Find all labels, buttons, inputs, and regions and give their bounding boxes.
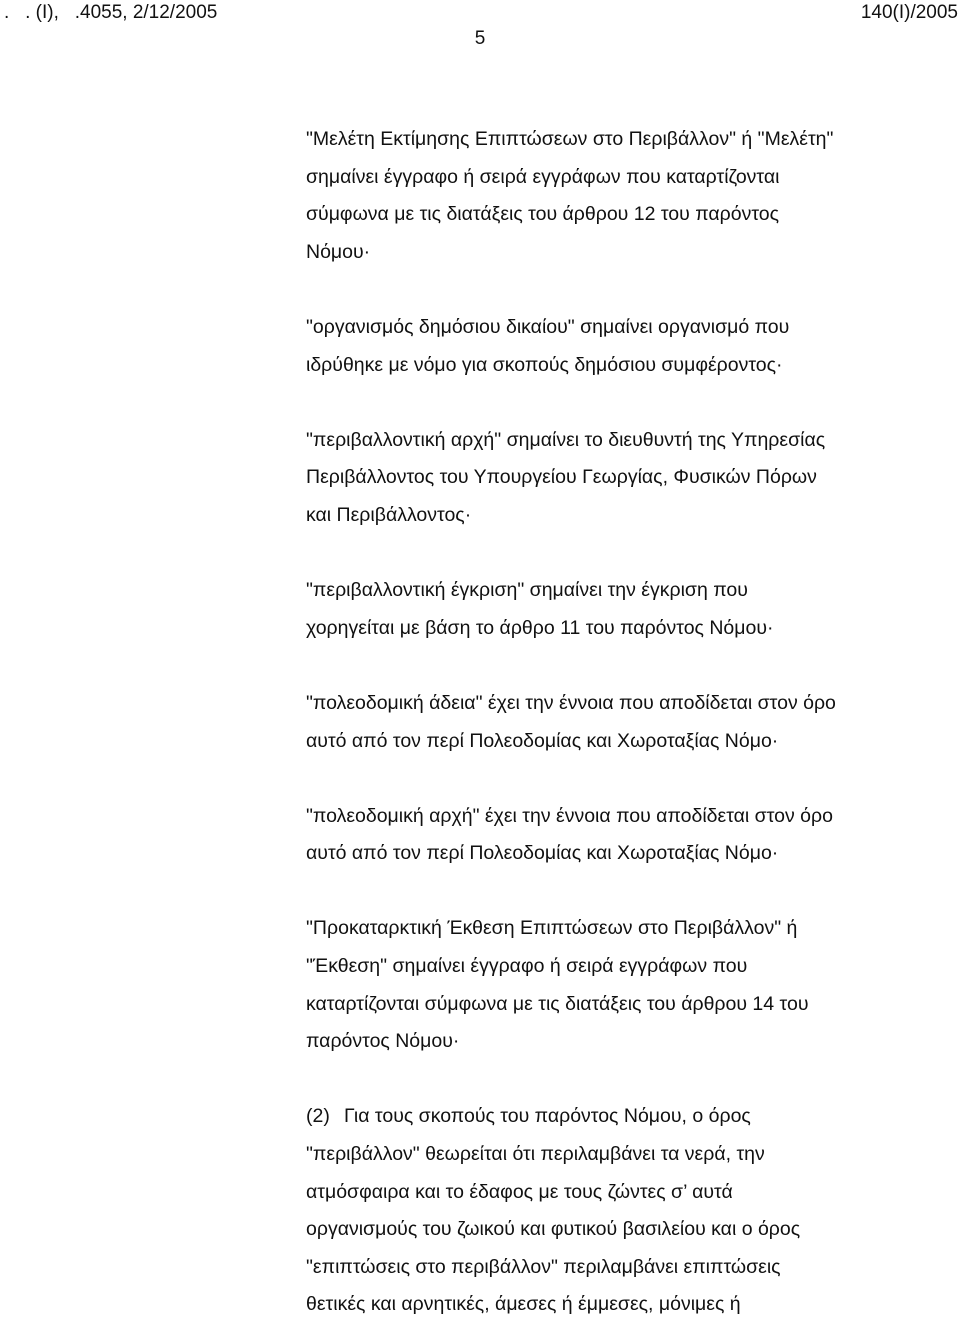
paragraph-gap (306, 873, 956, 911)
text-line: ιδρύθηκε με νόμο για σκοπούς δημόσιου συμφέροντος· (306, 353, 783, 376)
definition-public-law-body (306, 309, 956, 384)
definition-environmental-authority (306, 422, 956, 535)
text-line: σύμφωνα με τις διατάξεις του άρθρου 12 του παρόντος (306, 203, 780, 226)
text-line: αυτό από τον περί Πολεοδομίας και Χωροταξίας Νόμο· (306, 842, 779, 865)
document-body (306, 121, 956, 1324)
paragraph-gap (306, 384, 956, 422)
paragraph-gap (306, 760, 956, 798)
text-line: "πολεοδομική αρχή" έχει την έννοια που αποδίδεται στον όρο (306, 804, 833, 827)
subsection-number: (2) (306, 1105, 330, 1128)
text-line: θετικές και αρνητικές, άμεσες ή έμμεσες, μόνιμες ή (306, 1293, 741, 1316)
text-line: "Έκθεση" σημαίνει έγγραφο ή σειρά εγγράφων που (306, 955, 748, 978)
text-line: "πολεοδομική άδεια" έχει την έννοια που αποδίδεται στον όρο (306, 691, 836, 714)
page-number: 5 (474, 28, 486, 49)
definition-planning-authority (306, 798, 956, 873)
definition-environmental-approval (306, 572, 956, 647)
text-line: και Περιβάλλοντος· (306, 503, 472, 526)
paragraph-gap (306, 1061, 956, 1099)
text-line: "περιβαλλοντική αρχή" σημαίνει το διευθυντή της Υπηρεσίας (306, 428, 826, 451)
text-line: "οργανισμός δημόσιου δικαίου" σημαίνει οργανισμό που (306, 315, 790, 338)
definition-planning-permit (306, 685, 956, 760)
text-line: Για τους σκοπούς του παρόντος Νόμου, ο όρος (344, 1105, 751, 1128)
text-line: ατμόσφαιρα και το έδαφος με τους ζώντες σ’ αυτά (306, 1180, 733, 1203)
subsection-first-line (306, 1098, 956, 1136)
text-line: "περιβάλλον" θεωρείται ότι περιλαμβάνει τα νερά, την (306, 1143, 765, 1166)
text-line: "Προκαταρκτική Έκθεση Επιπτώσεων στο Περιβάλλον" ή (306, 917, 798, 940)
definition-study-eia (306, 121, 956, 271)
text-line: χορηγείται με βάση το άρθρο 11 του παρόντος Νόμου· (306, 616, 774, 639)
header-law-number: 140(Ι)/2005 (860, 2, 958, 23)
running-header (0, 0, 960, 26)
definition-preliminary-report (306, 910, 956, 1060)
text-line: αυτό από τον περί Πολεοδομίας και Χωροταξίας Νόμο· (306, 729, 779, 752)
text-line: καταρτίζονται σύμφωνα με τις διατάξεις του άρθρου 14 του (306, 992, 809, 1015)
text-line: "επιπτώσεις στο περιβάλλον" περιλαμβάνει επιπτώσεις (306, 1255, 781, 1278)
header-gazette-reference: . . (Ι), .4055, 2/12/2005 (4, 2, 218, 23)
text-line: σημαίνει έγγραφο ή σειρά εγγράφων που καταρτίζονται (306, 165, 780, 188)
subsection-2 (306, 1098, 956, 1324)
paragraph-gap (306, 271, 956, 309)
text-line: Περιβάλλοντος του Υπουργείου Γεωργίας, Φυσικών Πόρων (306, 466, 817, 489)
text-line: οργανισμούς του ζωικού και φυτικού βασιλείου και ο όρος (306, 1218, 801, 1241)
text-line: "Μελέτη Εκτίμησης Επιπτώσεων στο Περιβάλλον" ή "Μελέτη" (306, 128, 834, 150)
text-line: παρόντος Νόμου· (306, 1030, 460, 1053)
paragraph-gap (306, 647, 956, 685)
text-line: "περιβαλλοντική έγκριση" σημαίνει την έγκριση που (306, 579, 748, 602)
paragraph-gap (306, 535, 956, 573)
text-line: Νόμου· (306, 240, 371, 263)
